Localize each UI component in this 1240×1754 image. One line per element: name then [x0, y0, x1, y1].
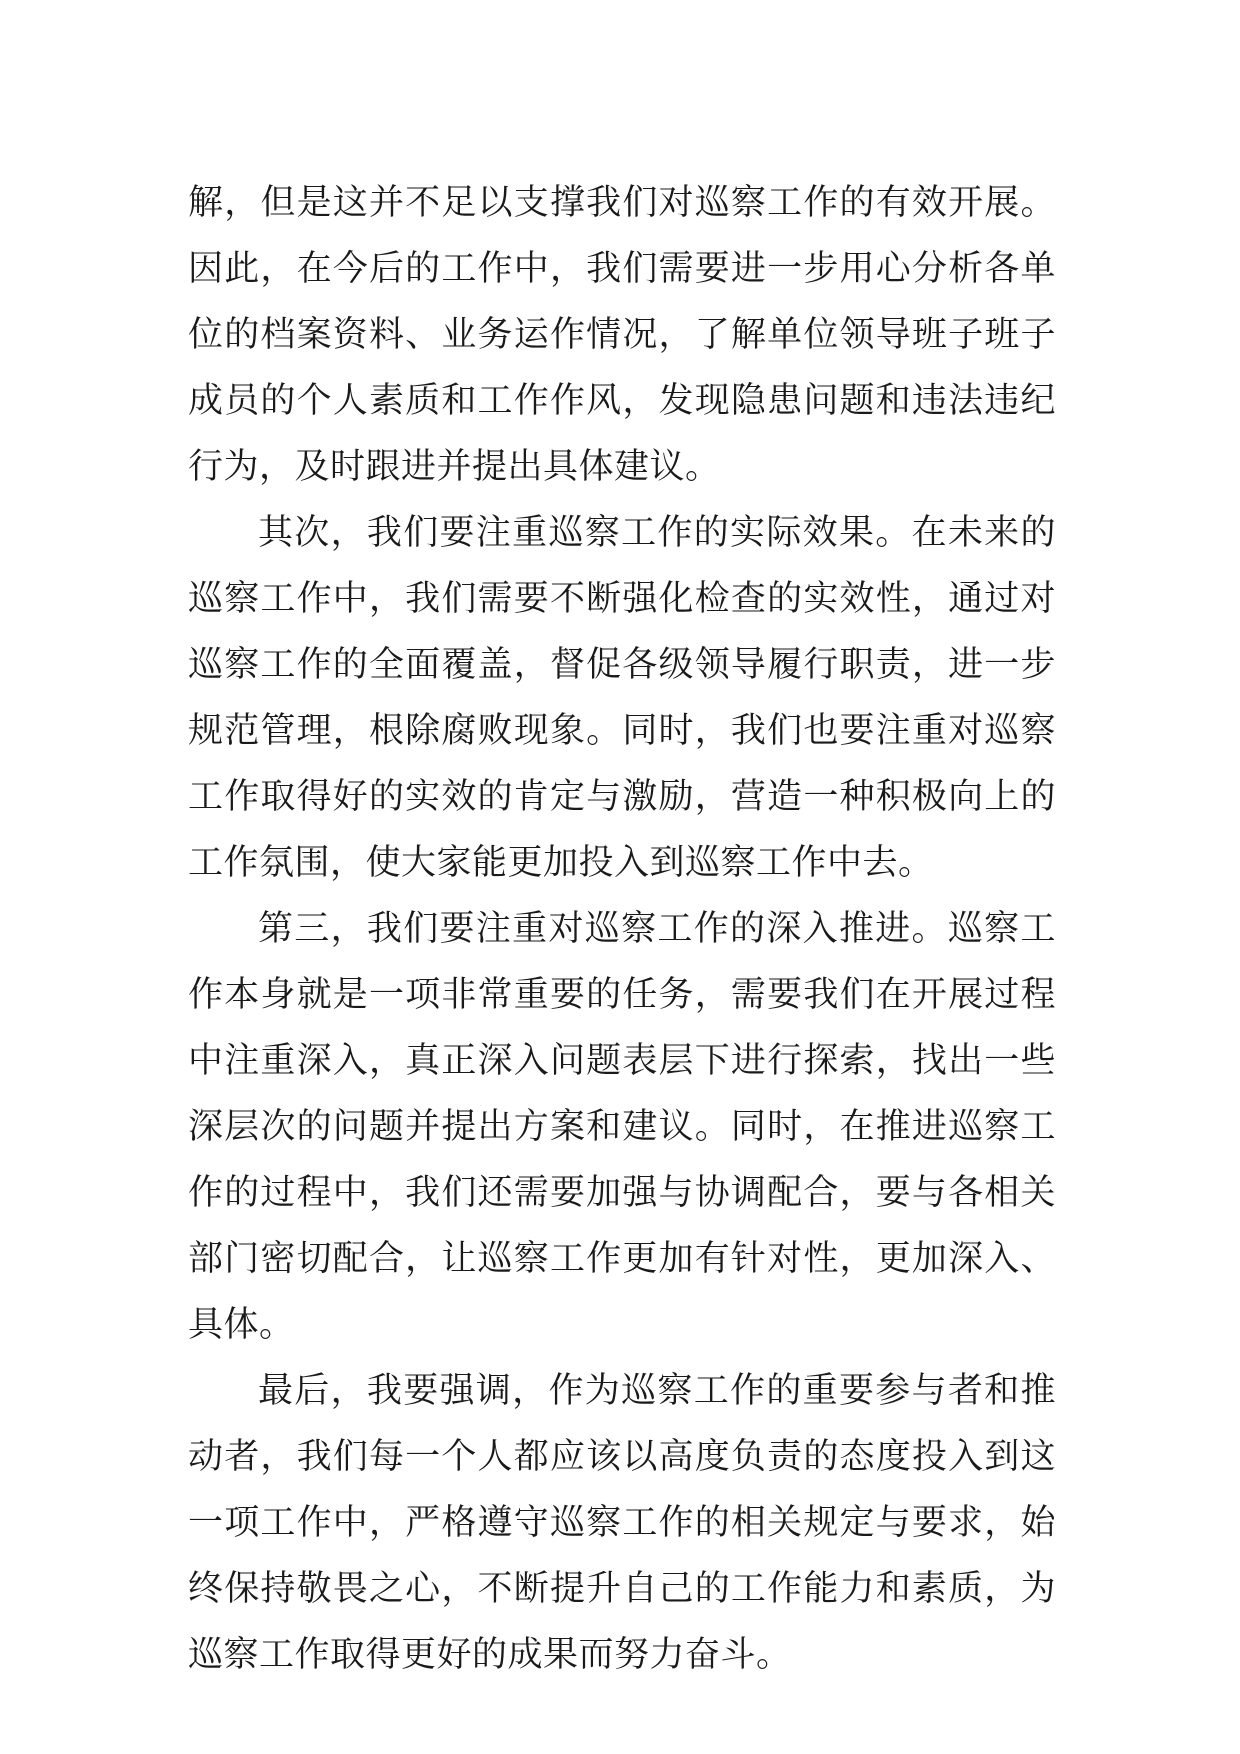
paragraph-1: 解，但是这并不足以支撑我们对巡察工作的有效开展。因此，在今后的工作中，我们需要进一步用心分析各单位的档案资料、业务运作情况，了解单位领导班子班子成员的个人素质和工作作风，发现隐患问题和违法违纪行为，及时跟进并提出具体建议。: [188, 183, 1056, 487]
document-body: [188, 170, 1056, 1688]
paragraph-2: 其次，我们要注重巡察工作的实际效果。在未来的巡察工作中，我们需要不断强化检查的实效性，通过对巡察工作的全面覆盖，督促各级领导履行职责，进一步规范管理，根除腐败现象。同时，我们也要注重对巡察工作取得好的实效的肯定与激励，营造一种积极向上的工作氛围，使大家能更加投入到巡察工作中去。: [188, 513, 1056, 883]
paragraph-3: 第三，我们要注重对巡察工作的深入推进。巡察工作本身就是一项非常重要的任务，需要我们在开展过程中注重深入，真正深入问题表层下进行探索，找出一些深层次的问题并提出方案和建议。同时，在推进巡察工作的过程中，我们还需要加强与协调配合，要与各相关部门密切配合，让巡察工作更加有针对性，更加深入、具体。: [188, 909, 1056, 1345]
paragraph-4: 最后，我要强调，作为巡察工作的重要参与者和推动者，我们每一个人都应该以高度负责的态度投入到这一项工作中，严格遵守巡察工作的相关规定与要求，始终保持敬畏之心，不断提升自己的工作能力和素质，为巡察工作取得更好的成果而努力奋斗。: [188, 1371, 1056, 1675]
